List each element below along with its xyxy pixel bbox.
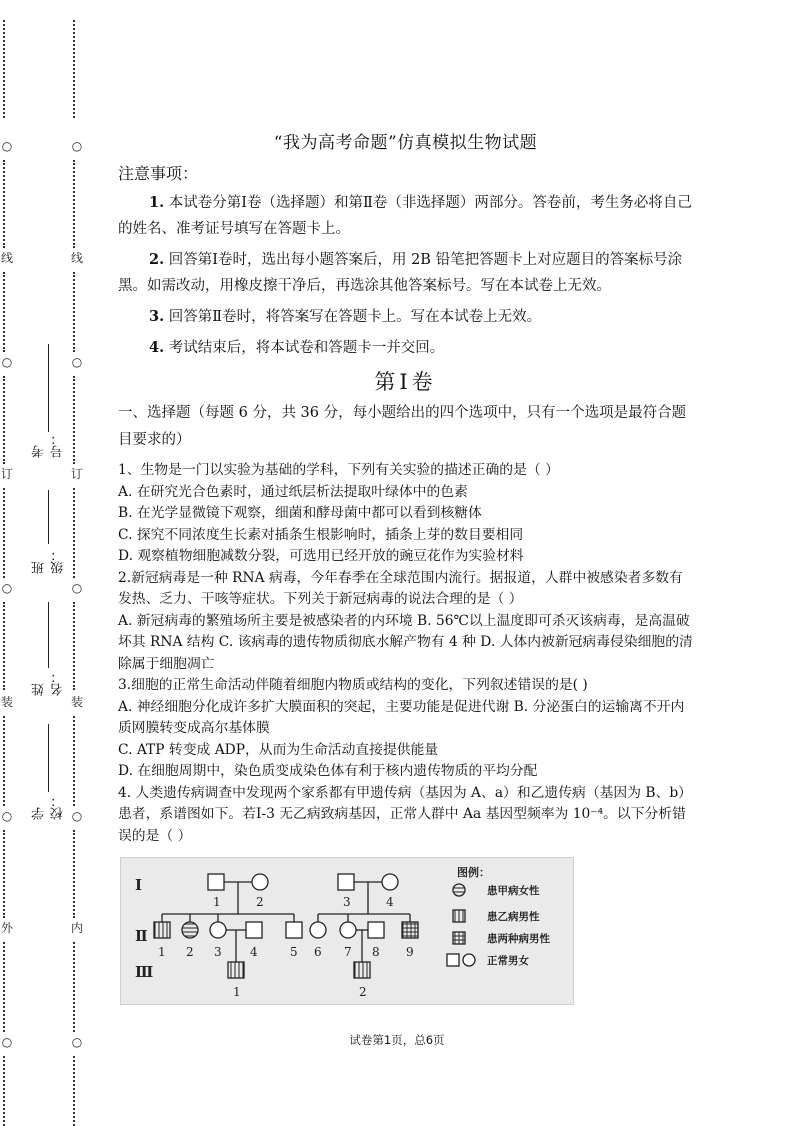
legend-label: 患两种病男性	[487, 933, 550, 945]
svg-text:1: 1	[158, 945, 166, 959]
legend-disease-a-female-icon	[453, 884, 465, 896]
question-option: A. 新冠病毒的繁殖场所主要是被感染者的内环境 B. 56℃以上温度即可杀灭该病毒，是高温破坏其 RNA 结构 C. 该病毒的遗传物质彻底水解产物有 4 种 D. 人体内被新冠病毒侵染细胞的清除属于细胞凋亡	[118, 612, 693, 672]
binding-mark: ○	[1, 1035, 13, 1049]
binding-mark: ○	[1, 139, 13, 153]
question-option: D. 观察植物细胞减数分裂，可选用已经开放的豌豆花作为实验材料	[118, 548, 524, 564]
binding-mark-order: 订	[70, 467, 83, 481]
exam-content	[118, 128, 693, 847]
page-footer: 试卷第1页，总6页	[349, 1033, 445, 1047]
question-stem: 4. 人类遗传病调查中发现两个家系都有甲遗传病（基因为 A、a）和乙遗传病（基因为 B、b）患者，系谱图如下。若Ⅰ-3 无乙病致病基因，正常人群中 Aa 基因型频率为 10⁻⁴。以下分析错误的是（ ）	[118, 784, 692, 844]
legend-both-diseases-male-icon	[453, 932, 465, 944]
legend-normal-male-icon	[447, 954, 459, 966]
pedigree-male	[208, 874, 224, 890]
question-stem: 2.新冠病毒是一种 RNA 病毒，今年春季在全球范围内流行。据报道，人群中被感染者多数有发热、乏力、干咳等症状。下列关于新冠病毒的说法合理的是（ ）	[118, 569, 683, 607]
notice-text: 考试结束后，将本试卷和答题卡一并交回。	[168, 340, 445, 356]
binding-mark-order: 订	[0, 467, 13, 481]
svg-text:8: 8	[372, 945, 380, 959]
pedigree-female	[340, 922, 356, 938]
binding-mark-line: 线	[70, 251, 83, 265]
question-2	[118, 568, 693, 676]
question-stem: 1、生物是一门以实验为基础的学科，下列有关实验的描述正确的是（ ）	[118, 462, 559, 478]
legend-label: 患甲病女性	[487, 885, 540, 897]
pedigree-male	[368, 922, 384, 938]
binding-mark-bind: 装	[70, 695, 83, 709]
svg-text:2: 2	[186, 945, 194, 959]
question-option: A. 神经细胞分化成许多扩大膜面积的突起，主要功能是促进代谢 B. 分泌蛋白的运输离不开内质网膜转变成高尔基体膜	[118, 698, 685, 736]
notice-number: 2.	[149, 251, 165, 268]
svg-text:2: 2	[256, 895, 264, 909]
svg-text:4: 4	[386, 895, 394, 909]
notice-text: 回答第Ⅱ卷时，将答案写在答题卡上。写在本试卷上无效。	[168, 309, 542, 325]
notice-text: 本试卷分第Ⅰ卷（选择题）和第Ⅱ卷（非选择题）两部分。答卷前，考生务必将自己的姓名、准考证号填写在答题卡上。	[118, 195, 692, 237]
binding-mark: ○	[1, 581, 13, 595]
pedigree-male-disease-b	[228, 962, 244, 978]
legend-normal-female-icon	[463, 954, 475, 966]
pedigree-female	[382, 874, 398, 890]
notice-text: 回答第Ⅰ卷时，选出每小题答案后，用 2B 铅笔把答题卡上对应题目的答案标号涂黑。如需改动，用橡皮擦干净后，再选涂其他答案标号。写在本试卷上无效。	[118, 252, 683, 294]
question-option: D. 在细胞周期中，染色质变成染色体有利于核内遗传物质的平均分配	[118, 763, 538, 779]
svg-text:6: 6	[314, 945, 322, 959]
svg-text:1: 1	[213, 895, 221, 909]
question-stem: 3.细胞的正常生命活动伴随着细胞内物质或结构的变化，下列叙述错误的是( )	[118, 677, 588, 693]
question-option: C. 探究不同浓度生长素对插条生根影响时，插条上芽的数目要相同	[118, 526, 524, 543]
svg-text:4: 4	[250, 945, 258, 959]
pedigree-male-disease-b	[354, 962, 370, 978]
notice-item	[118, 304, 693, 330]
pedigree-male	[286, 922, 302, 938]
name-label: 姓名：	[32, 670, 66, 696]
svg-text:2: 2	[359, 985, 367, 999]
pedigree-female	[210, 922, 226, 938]
notice-item	[118, 335, 693, 361]
binding-mark: ○	[71, 809, 83, 823]
svg-text:3: 3	[343, 895, 351, 909]
notice-number: 3.	[149, 308, 165, 325]
section-intro: 一、选择题（每题 6 分，共 36 分，每小题给出的四个选项中，只有一个选项是最符合题目要求的）	[118, 405, 687, 448]
pedigree-female-disease-a	[182, 922, 198, 938]
svg-text:5: 5	[290, 945, 298, 959]
binding-mark: ○	[71, 1035, 83, 1049]
legend-title: 图例：	[457, 866, 490, 879]
binding-mark: ○	[71, 355, 83, 369]
pedigree-female	[310, 922, 326, 938]
binding-mark-line: 线	[0, 251, 13, 265]
pedigree-male	[338, 874, 354, 890]
binding-mark: ○	[71, 581, 83, 595]
section-title: 第Ⅰ卷	[374, 370, 437, 394]
question-4	[118, 783, 693, 848]
pedigree-chart	[121, 858, 573, 1004]
gen-label: Ⅰ	[135, 876, 143, 894]
question-3	[118, 675, 693, 783]
school-label: 学校：	[32, 794, 66, 820]
gen-label: Ⅱ	[135, 927, 148, 945]
binding-mark: ○	[1, 809, 13, 823]
notice-list	[118, 190, 693, 361]
exam-number-label: 考号：	[32, 432, 66, 458]
legend-disease-b-male-icon	[453, 910, 465, 922]
class-label: 班级：	[32, 548, 66, 574]
question-option: B. 在光学显微镜下观察，细菌和酵母菌中都可以看到核糖体	[118, 505, 482, 521]
notice-number: 1.	[149, 194, 165, 211]
exam-title: “我为高考命题”仿真模拟生物试题	[273, 133, 538, 153]
svg-text:1: 1	[233, 985, 241, 999]
binding-mark-outer: 外	[0, 921, 13, 935]
question-option: C. ATP 转变成 ADP，从而为生命活动直接提供能量	[118, 741, 439, 758]
notice-number: 4.	[149, 339, 165, 356]
binding-mark: ○	[71, 139, 83, 153]
svg-text:9: 9	[406, 945, 414, 959]
binding-mark: ○	[1, 355, 13, 369]
pedigree-female	[252, 874, 268, 890]
pedigree-male	[246, 922, 262, 938]
legend-label: 正常男女	[487, 955, 529, 967]
binding-mark-bind: 装	[0, 695, 13, 709]
pedigree-figure	[120, 857, 574, 1005]
svg-text:7: 7	[344, 945, 352, 959]
legend-label: 患乙病男性	[487, 911, 540, 923]
question-option: A. 在研究光合色素时，通过纸层析法提取叶绿体中的色素	[118, 483, 468, 500]
pedigree-male-disease-b	[154, 922, 170, 938]
notice-item	[118, 190, 693, 242]
question-1	[118, 460, 693, 568]
pedigree-male-both-diseases	[402, 922, 418, 938]
svg-text:3: 3	[214, 945, 222, 959]
notice-heading: 注意事项：	[118, 164, 199, 183]
notice-item	[118, 247, 693, 299]
gen-label: Ⅲ	[135, 963, 154, 981]
binding-mark-inner: 内	[70, 921, 83, 935]
